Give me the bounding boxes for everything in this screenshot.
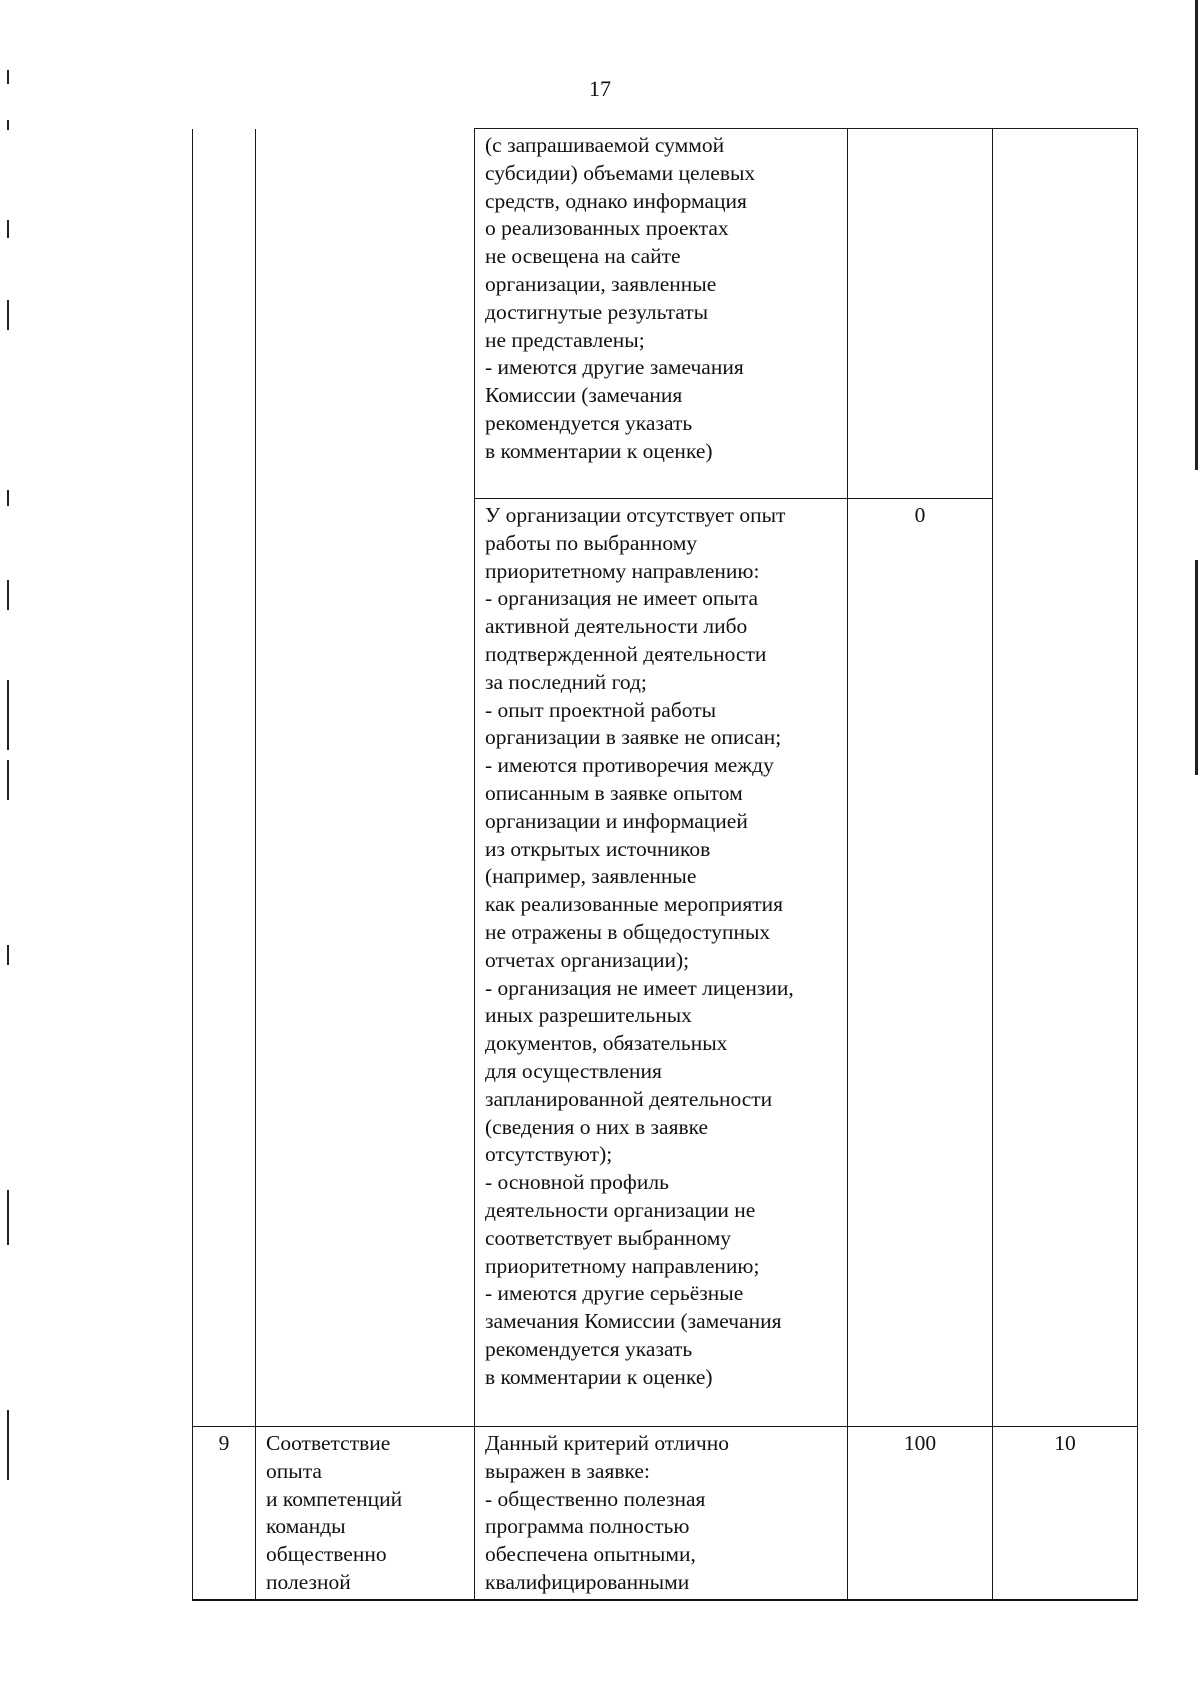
cell-text-line: - организация не имеет опыта [485,586,759,611]
cell-text-line: рекомендуется указать [485,410,693,435]
cell-text-line: квалифицированными [485,1569,690,1594]
criterion-cell [256,129,475,499]
criterion-cell [256,499,475,1427]
cell-text-line: отчетах организации); [485,947,690,972]
score-cell [848,129,993,499]
scan-edge-mark [7,680,9,750]
cell-text-line: в комментарии к оценке) [485,438,713,463]
cell-text-line: активной деятельности либо [485,614,748,639]
cell-text-line: У организации отсутствует опыт [485,503,786,527]
cell-text-line: - основной профиль [485,1170,669,1195]
description-cell [475,499,848,1427]
cell-text-line: рекомендуется указать [485,1336,693,1361]
cell-text-line: не представлены; [485,327,645,352]
scan-edge-mark [7,760,9,800]
cell-text-line: (сведения о них в заявке [485,1114,709,1139]
cell-text-line: о реализованных проектах [485,216,729,241]
cell-text-line: - имеются другие замечания [485,355,744,380]
cell-text-line: опыта [266,1458,322,1483]
cell-text-line: не освещена на сайте [485,244,681,269]
cell-text-line: команды [266,1514,346,1539]
scan-edge-mark [7,70,9,84]
cell-text-line: запланированной деятельности [485,1086,773,1111]
cell-text-line: полезной [266,1569,351,1594]
cell-text-line: выражен в заявке: [485,1458,650,1483]
criterion-cell [256,1427,475,1601]
cell-text-line: как реализованные мероприятия [485,892,783,917]
cell-text-line: общественно [266,1542,387,1567]
scan-edge-mark [7,1410,9,1480]
weight-cell [993,129,1138,499]
description-cell [475,1427,848,1601]
table-row [193,499,1138,1427]
row-number-cell [193,499,256,1427]
row-number-cell [193,129,256,499]
cell-text-line: деятельности организации не [485,1197,756,1222]
scan-edge-mark [7,1190,9,1245]
cell-text-line: обеспечена опытными, [485,1542,696,1567]
cell-text-line: - имеются другие серьёзные [485,1281,744,1306]
cell-text-line: замечания Комиссии (замечания [485,1309,782,1334]
cell-text-line: - общественно полезная [485,1486,706,1511]
scan-edge-mark [7,490,9,506]
cell-text-line: не отражены в общедоступных [485,919,771,944]
scan-edge-mark [7,945,9,965]
cell-text-line: Данный критерий отлично [485,1431,729,1455]
cell-text-line: - опыт проектной работы [485,697,717,722]
cell-text-line: организации и информацией [485,808,748,833]
cell-text-line: - организация не имеет лицензии, [485,975,794,1000]
cell-text-line: соответствует выбранному [485,1225,732,1250]
scan-edge-mark [7,580,9,610]
cell-text-line: Комиссии (замечания [485,383,683,408]
scan-edge-mark [7,120,9,130]
scan-edge-mark [1195,0,1198,470]
score-cell: 0 [848,499,993,1427]
cell-text-line: субсидии) объемами целевых [485,160,756,185]
weight-cell [993,499,1138,1427]
cell-text-line: (например, заявленные [485,864,697,889]
cell-text-line: организации в заявке не описан; [485,725,782,750]
cell-text-line: иных разрешительных [485,1003,692,1028]
cell-text-line: описанным в заявке опытом [485,780,743,805]
criteria-table [192,128,1138,1601]
cell-text-line: работы по выбранному [485,530,698,555]
table-row [193,129,1138,499]
cell-text-line: средств, однако информация [485,188,747,213]
page-number: 17 [589,76,611,101]
row-number-cell: 9 [193,1427,256,1601]
cell-text-line: в комментарии к оценке) [485,1364,713,1389]
table-row [193,1427,1138,1601]
cell-text-line: приоритетному направлению: [485,558,760,583]
cell-text-line: достигнутые результаты [485,299,709,324]
scan-edge-mark [1195,560,1198,775]
cell-text-line: документов, обязательных [485,1031,728,1056]
scan-edge-mark [7,300,9,330]
cell-text-line: за последний год; [485,669,647,694]
cell-text-line: организации, заявленные [485,271,717,296]
cell-text-line: и компетенций [266,1486,403,1511]
description-cell [475,129,848,499]
cell-text-line: Соответствие [266,1431,391,1455]
cell-text-line: - имеются противоречия между [485,753,774,778]
cell-text-line: программа полностью [485,1514,690,1539]
cell-text-line: подтвержденной деятельности [485,641,767,666]
scan-edge-mark [7,220,9,238]
cell-text-line: из открытых источников [485,836,711,861]
cell-text-line: приоритетному направлению; [485,1253,760,1278]
weight-cell: 10 [993,1427,1138,1601]
cell-text-line: (с запрашиваемой суммой [485,133,725,157]
cell-text-line: для осуществления [485,1058,662,1083]
cell-text-line: отсутствуют); [485,1142,613,1167]
score-cell: 100 [848,1427,993,1601]
